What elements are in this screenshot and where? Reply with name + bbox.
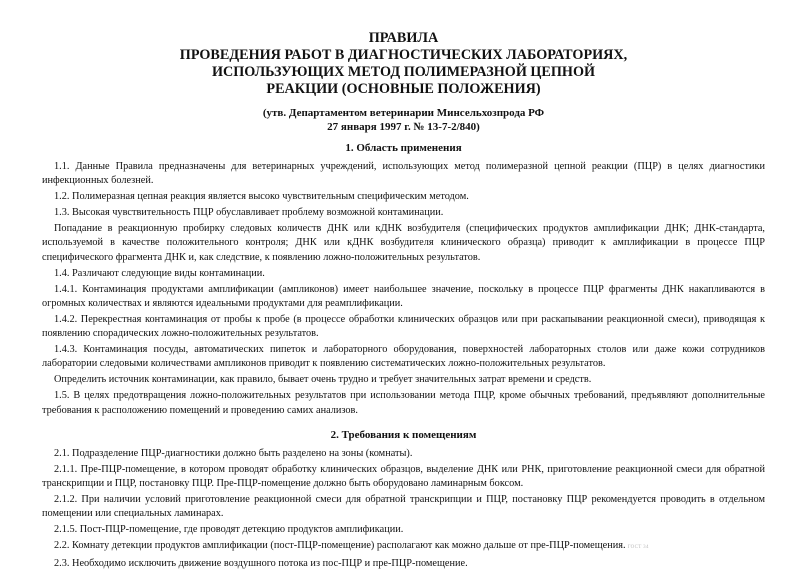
paragraph: 1.2. Полимеразная цепная реакция является высоко чувствительным специфическим методом. <box>54 191 469 203</box>
paragraph: 1.4.1. Контаминация продуктами амплификации (ампликонов) имеет наибольшее значение, поскольку в процессе ПЦР фрагменты ДНК накапливаются в огромных количествах и являются идеальными продуктами для реамплификации. <box>42 283 765 309</box>
paragraph: 2.1.1. Пре-ПЦР-помещение, в котором проводят обработку клинических образцов, выделение ДНК или РНК, приготовление реакционной смеси для обратной транскрипции и ПЦР, постановку ПЦР. Пре-ПЦР-помещение должно быть оборудовано ламинарным боксом. <box>42 463 765 489</box>
section-heading: 1. Область применения <box>345 142 462 154</box>
section-1 <box>42 141 765 418</box>
approval-line: (утв. Департаментом ветеринарии Минсельхозпрода РФ <box>262 107 545 119</box>
document-title <box>42 30 765 98</box>
paragraph-with-watermark <box>42 539 765 555</box>
section-2 <box>42 428 765 571</box>
paragraph-text: 2.2. Комнату детекции продуктов амплификации (пост-ПЦР-помещение) располагают как можно дальше от пре-ПЦР-помещения. <box>54 540 626 552</box>
paragraph: 2.1.5. Пост-ПЦР-помещение, где проводят детекцию продуктов амплификации. <box>54 524 404 536</box>
paragraph: 2.1. Подразделение ПЦР-диагностики должно быть разделено на зоны (комнаты). <box>54 447 413 459</box>
paragraph: 2.3. Необходимо исключить движение воздушного потока из пос-ПЦР и пре-ПЦР-помещение. <box>54 558 468 570</box>
paragraph: 2.1.2. При наличии условий приготовление реакционной смеси для обратной транскрипции и ПЦР, постановку ПЦР рекомендуется проводить в отдельном помещении или специальных ламинарах. <box>42 493 765 519</box>
paragraph: 1.1. Данные Правила предназначены для ветеринарных учреждений, использующих метод полимеразной цепной реакции (ПЦР) в целях диагностики инфекционных болезней. <box>42 161 765 187</box>
paragraph: Попадание в реакционную пробирку следовых количеств ДНК или кДНК возбудителя (специфических продуктов амплификации ДНК; ДНК-стандарта, используемой в качестве положительного контроля; ДНК или кДНК возбудителя клинического образца) приводит к амплификации в процессе ПЦР специфического фрагмента ДНК и, как следствие, к появлению ложно-положительных результатов. <box>42 223 765 263</box>
title-line: РЕАКЦИИ (ОСНОВНЫЕ ПОЛОЖЕНИЯ) <box>266 81 541 97</box>
paragraph: 1.4.2. Перекрестная контаминация от пробы к пробе (в процессе обработки клинических образцов или при раскапывании реакционной смеси), приводящая к появлению спорадических ложно-положительных результатов. <box>42 313 765 340</box>
paragraph: 1.5. В целях предотвращения ложно-положительных результатов при использовании метода ПЦР, кроме обычных требований, предъявляют дополнительные требования к расположению помещений и проведению самих анализов. <box>42 390 765 416</box>
title-line: ПРОВЕДЕНИЯ РАБОТ В ДИАГНОСТИЧЕСКИХ ЛАБОРАТОРИЯХ, <box>179 47 628 63</box>
paragraph: Определить источник контаминации, как правило, бывает очень трудно и требует значительных затрат времени и средств. <box>54 374 592 386</box>
paragraph: 1.4.3. Контаминация посуды, автоматических пипеток и лабораторного оборудования, поверхностей лабораторных столов или даже кожи сотрудников лаборатории следовыми количествами ампликонов приводит к появлению систематических ложно-положительных результатов. <box>42 344 765 370</box>
section-heading: 2. Требования к помещениям <box>330 428 477 441</box>
paragraph: 1.3. Высокая чувствительность ПЦР обуславливает проблему возможной контаминации. <box>54 207 444 219</box>
title-line: ИСПОЛЬЗУЮЩИХ МЕТОД ПОЛИМЕРАЗНОЙ ЦЕПНОЙ <box>211 64 596 80</box>
approval-line: 27 января 1997 г. № 13-7-2/840) <box>327 121 480 133</box>
watermark-text: ГОСТ 34 <box>627 545 649 551</box>
title-line: ПРАВИЛА <box>368 30 439 46</box>
approval-note <box>42 106 765 134</box>
paragraph: 1.4. Различают следующие виды контаминации. <box>54 267 265 279</box>
